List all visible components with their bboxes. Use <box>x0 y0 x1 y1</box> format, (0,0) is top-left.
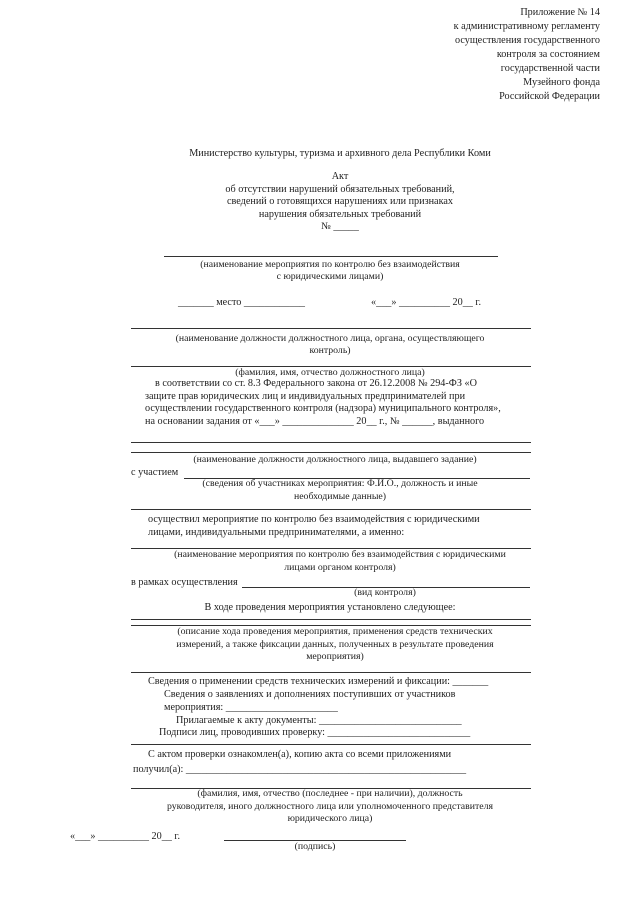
participants-caption <box>150 478 530 503</box>
caption-line: лицами органом контроля) <box>284 561 396 573</box>
carried-out-paragraph <box>148 514 480 539</box>
legal-basis-paragraph <box>145 378 501 428</box>
issuer-line-1 <box>131 442 531 443</box>
caption-line: юридического лица) <box>287 813 373 824</box>
caption-line: (фамилия, имя, отчество (последнее - при наличии), должность <box>197 788 463 799</box>
caption-line: руководителя, иного должностного лица или уполномоченного представителя <box>166 800 494 812</box>
caption-line: с юридическими лицами) <box>276 271 384 282</box>
issuer-caption: (наименование должности должностного лица, выдавшего задание) <box>193 454 477 465</box>
received-line: получил(а): _______________________________________________________ <box>133 764 467 775</box>
caption-line: измерений, а также фиксации данных, полученных в результате проведения <box>176 638 494 650</box>
findings-line-1 <box>131 619 531 620</box>
date-field: «___» __________ 20__ г. <box>371 297 481 308</box>
caption-line: мероприятия) <box>306 651 364 662</box>
caption-line: (наименование мероприятия по контролю без взаимодействия с юридическими <box>174 549 506 560</box>
official-fio-caption: (фамилия, имя, отчество должностного лица) <box>235 367 425 378</box>
title-line: нарушения обязательных требований <box>258 208 422 220</box>
title-line: Акт <box>331 171 349 182</box>
caption-line: (сведения об участниках мероприятия: Ф.И.О., должность и иные <box>202 478 478 489</box>
paragraph-line: в соответствии со ст. 8.3 Федерального закона от 26.12.2008 № 294-ФЗ «О <box>155 378 477 389</box>
caption-line: контроль) <box>309 345 351 356</box>
header-line: Российской Федерации <box>499 91 600 102</box>
header-line: контроля за состоянием <box>496 49 600 60</box>
caption-line: (наименование должности должностного лица, органа, осуществляющего <box>175 333 485 344</box>
event-type-caption <box>140 549 540 574</box>
blank-line <box>131 509 531 510</box>
issuer-line-2 <box>131 452 531 453</box>
caption-line: (описание хода проведения мероприятия, применения средств технических <box>177 626 493 637</box>
header-line: Музейного фонда <box>523 77 600 88</box>
paragraph-line: на основании задания от «___» ______________ 20__ г., № ______, выданного <box>145 415 485 427</box>
ministry-name: Министерство культуры, туризма и архивного дела Республики Коми <box>189 148 491 159</box>
event-name-caption <box>150 259 510 283</box>
acquainted-line: С актом проверки ознакомлен(а), копию акта со всеми приложениями <box>148 749 452 760</box>
paragraph-line: защите прав юридических лиц и индивидуальных предпринимателей при <box>145 390 466 402</box>
event-name-line <box>164 256 498 257</box>
caption-line: необходимые данные) <box>293 490 387 502</box>
official-position-caption <box>130 333 530 357</box>
header-line: государственной части <box>500 63 600 74</box>
statements-info: Сведения о заявлениях и дополнениях поступивших от участников <box>164 689 456 700</box>
header-line: Приложение № 14 <box>520 7 600 18</box>
footer-date: «___» __________ 20__ г. <box>70 831 180 842</box>
header-line: осуществления государственного <box>454 35 600 46</box>
findings-heading: В ходе проведения мероприятия установлено следующее: <box>204 602 456 613</box>
appendix-header <box>454 6 600 104</box>
measurement-info: Сведения о применении средств технических измерений и фиксации: _______ <box>148 676 489 687</box>
paragraph-line: лицами, индивидуальными предпринимателями, а именно: <box>148 526 405 538</box>
blank-line <box>131 672 531 673</box>
title-line: об отсутствии нарушений обязательных требований, <box>225 183 455 195</box>
attached-documents: Прилагаемые к акту документы: ____________________________ <box>176 715 462 726</box>
title-line: сведений о готовящихся нарушениях или признаках <box>227 196 453 207</box>
blank-line <box>131 744 531 745</box>
participants-label: с участием <box>131 467 179 478</box>
head-name-caption <box>130 788 530 826</box>
document-title <box>0 171 640 234</box>
inspectors-signatures: Подписи лиц, проводивших проверку: ____________________________ <box>159 727 471 738</box>
official-position-line <box>131 328 531 329</box>
statements-info-cont: мероприятия: ______________________ <box>164 702 338 713</box>
control-type-caption: (вид контроля) <box>354 587 416 598</box>
paragraph-line: осуществлении государственного контроля (надзора) муниципального контроля», <box>145 403 501 414</box>
header-line: к административному регламенту <box>453 21 600 32</box>
findings-caption <box>130 626 540 664</box>
act-number: № _____ <box>321 221 359 232</box>
control-label: в рамках осуществления <box>131 577 238 588</box>
caption-line: (наименование мероприятия по контролю без взаимодействия <box>200 259 460 270</box>
place-field: _______ место ____________ <box>178 297 306 308</box>
signature-caption: (подпись) <box>294 841 336 852</box>
paragraph-line: осуществил мероприятие по контролю без взаимодействия с юридическими <box>148 514 480 525</box>
